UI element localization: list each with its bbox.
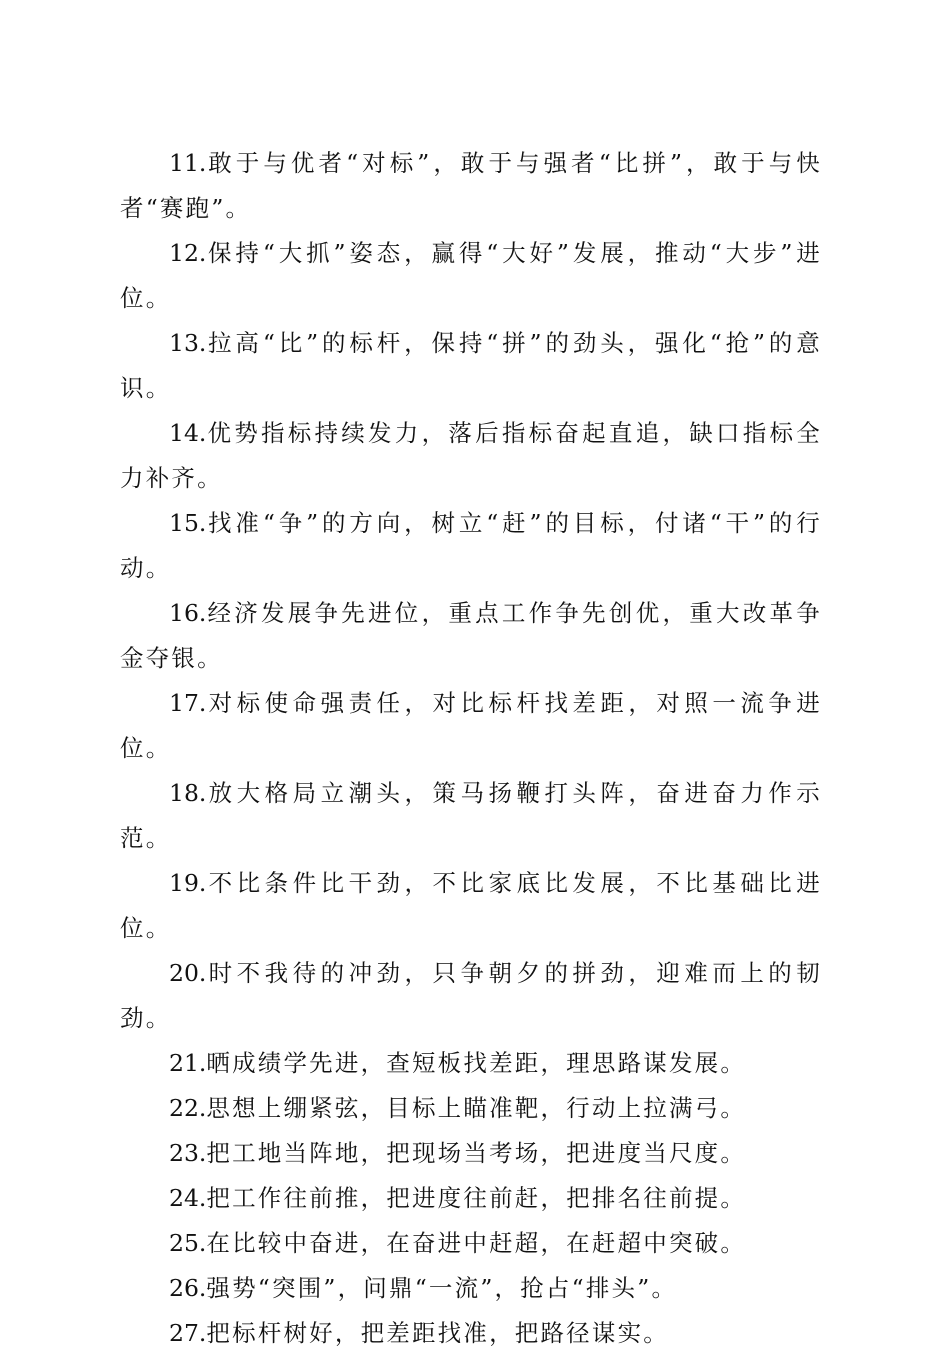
list-item xyxy=(120,771,822,861)
item-text: 把工地当阵地，把现场当考场，把进度当尺度。 xyxy=(206,1139,747,1167)
item-text: 把标杆树好，把差距找准，把路径谋实。 xyxy=(206,1319,669,1347)
item-text: 放大格局立潮头，策马扬鞭打头阵，奋进奋力作示范。 xyxy=(120,779,822,852)
item-number: 24. xyxy=(169,1184,207,1212)
item-text: 思想上绷紧弦，目标上瞄准靶，行动上拉满弓。 xyxy=(206,1094,747,1122)
item-text: 强势“突围”，问鼎“一流”，抢占“排头”。 xyxy=(206,1274,678,1302)
item-text: 敢于与优者“对标”，敢于与强者“比拼”，敢于与快者“赛跑”。 xyxy=(120,149,822,222)
item-number: 21. xyxy=(169,1049,207,1077)
item-text: 找准“争”的方向，树立“赶”的目标，付诸“干”的行动。 xyxy=(120,509,822,582)
item-number: 25. xyxy=(169,1229,207,1257)
item-text: 对标使命强责任，对比标杆找差距，对照一流争进位。 xyxy=(120,689,822,762)
item-number: 19. xyxy=(169,869,207,897)
item-number: 14. xyxy=(169,419,207,447)
item-text: 把工作往前推，把进度往前赶，把排名往前提。 xyxy=(206,1184,747,1212)
item-number: 20. xyxy=(169,959,207,987)
list-item xyxy=(120,1176,822,1221)
item-text: 拉高“比”的标杆，保持“拼”的劲头，强化“抢”的意识。 xyxy=(120,329,822,402)
list-item xyxy=(120,321,822,411)
item-number: 13. xyxy=(169,329,207,357)
item-text: 在比较中奋进，在奋进中赶超，在赶超中突破。 xyxy=(206,1229,747,1257)
list-item xyxy=(120,141,822,231)
item-text: 经济发展争先进位，重点工作争先创优，重大改革争金夺银。 xyxy=(120,599,822,672)
item-number: 17. xyxy=(169,689,207,717)
item-number: 27. xyxy=(169,1319,207,1347)
item-number: 26. xyxy=(169,1274,207,1302)
list-item xyxy=(120,1221,822,1266)
item-text: 时不我待的冲劲，只争朝夕的拼劲，迎难而上的韧劲。 xyxy=(120,959,822,1032)
list-item xyxy=(120,1131,822,1176)
item-number: 23. xyxy=(169,1139,207,1167)
list-item xyxy=(120,951,822,1041)
list-item xyxy=(120,591,822,681)
item-number: 12. xyxy=(169,239,207,267)
item-text: 优势指标持续发力，落后指标奋起直追，缺口指标全力补齐。 xyxy=(120,419,822,492)
item-text: 不比条件比干劲，不比家底比发展，不比基础比进位。 xyxy=(120,869,822,942)
item-number: 22. xyxy=(169,1094,207,1122)
item-number: 11. xyxy=(169,149,207,177)
item-text: 晒成绩学先进，查短板找差距，理思路谋发展。 xyxy=(206,1049,747,1077)
list-item xyxy=(120,231,822,321)
list-item xyxy=(120,1041,822,1086)
item-text: 保持“大抓”姿态，赢得“大好”发展，推动“大步”进位。 xyxy=(120,239,822,312)
list-item xyxy=(120,861,822,951)
list-item xyxy=(120,411,822,501)
list-item xyxy=(120,1086,822,1131)
item-number: 18. xyxy=(169,779,207,807)
item-number: 16. xyxy=(169,599,207,627)
list-item xyxy=(120,1266,822,1311)
list-item xyxy=(120,1311,822,1356)
list-item xyxy=(120,681,822,771)
document-body xyxy=(120,141,822,1356)
item-number: 15. xyxy=(169,509,207,537)
list-item xyxy=(120,501,822,591)
